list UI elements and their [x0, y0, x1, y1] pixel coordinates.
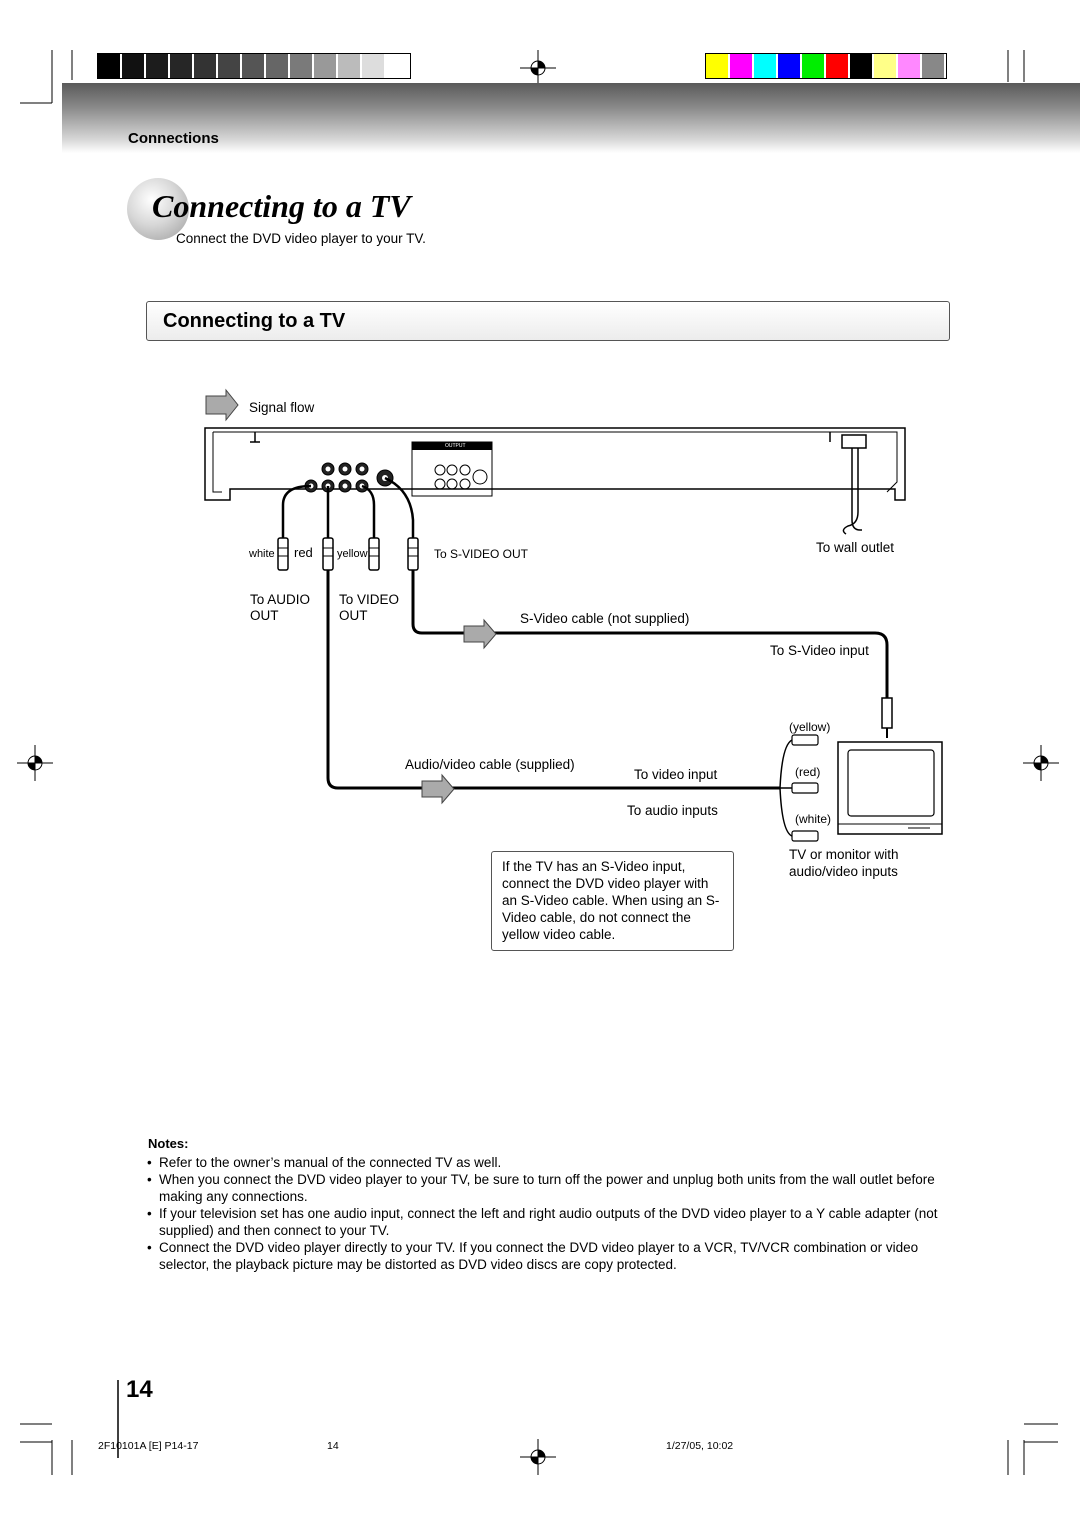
to-video-input-label: To video input [634, 767, 718, 782]
note-item: • Refer to the owner’s manual of the connected TV as well. [146, 1154, 946, 1171]
plug-red-label: red [294, 545, 313, 560]
av-cable-label: Audio/video cable (supplied) [405, 757, 575, 772]
tv-caption-2: audio/video inputs [789, 864, 898, 879]
to-svideo-out-label: To S-VIDEO OUT [434, 547, 529, 561]
svideo-cable-label: S-Video cable (not supplied) [520, 611, 690, 626]
page-subtitle: Connect the DVD video player to your TV. [176, 231, 426, 246]
panel-output-label: OUTPUT [445, 443, 466, 449]
svideo-note-box: If the TV has an S-Video input, connect the DVD video player with an S-Video cable. When using an S-Video cable, do not connect the yellow video cable. [491, 851, 734, 951]
tv-white-label: (white) [795, 812, 832, 826]
signal-flow-label: Signal flow [249, 400, 315, 415]
note-item: • When you connect the DVD video player to your TV, be sure to turn off the power and unplug both units from the wall outlet before making any connections. [146, 1171, 946, 1205]
note-item: • If your television set has one audio input, connect the left and right audio outputs of the DVD video player to a Y cable adapter (not supplied) and then connect to your TV. [146, 1205, 946, 1239]
plug-yellow-label: yellow [337, 548, 368, 560]
to-video-out-label-2: OUT [339, 608, 368, 623]
page-title: Connecting to a TV [152, 188, 411, 224]
section-heading: Connecting to a TV [163, 310, 346, 332]
notes-title: Notes: [148, 1136, 189, 1151]
to-audio-out-label-2: OUT [250, 608, 279, 623]
plug-white-label: white [249, 548, 275, 560]
page-number: 14 [126, 1376, 153, 1403]
section-label: Connections [128, 130, 219, 147]
to-audio-out-label: To AUDIO [250, 592, 311, 607]
to-svideo-input-label: To S-Video input [770, 643, 869, 658]
note-item: • Connect the DVD video player directly to your TV. If you connect the DVD video player to a VCR, TV/VCR combination or video selector, the playback picture may be distorted as DVD video discs are copy protected. [146, 1239, 946, 1273]
tv-caption: TV or monitor with [789, 847, 899, 862]
tv-yellow-label: (yellow) [789, 720, 831, 734]
to-video-out-label: To VIDEO [339, 592, 400, 607]
footer-doc-code: 2F10101A [E] P14-17 [98, 1440, 199, 1452]
tv-red-label: (red) [795, 765, 821, 779]
to-wall-outlet-label: To wall outlet [816, 540, 895, 555]
footer-page: 14 [327, 1440, 339, 1452]
footer-timestamp: 1/27/05, 10:02 [666, 1440, 734, 1452]
to-audio-inputs-label: To audio inputs [627, 803, 718, 818]
